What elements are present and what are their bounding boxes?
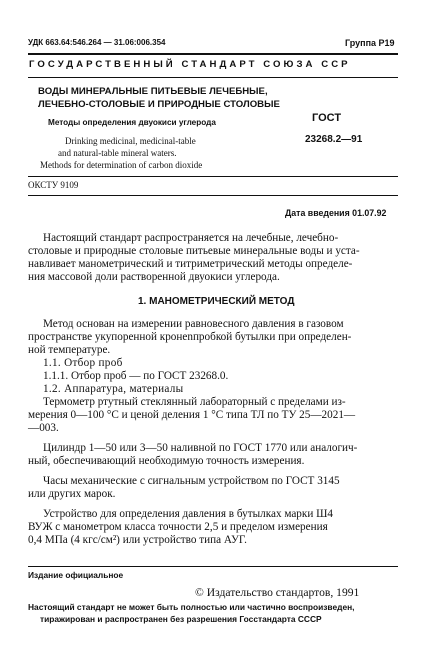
reproduction-notice-line-2: тиражирован и распространен без разрешения Госстандарта СССР xyxy=(40,614,322,624)
intro-line: ния массовой доли растворенной двуокиси углерода. xyxy=(28,271,280,283)
okstu-code: ОКСТУ 9109 xyxy=(28,180,79,190)
body-line: пространстве укупоренной кронenпробкой бутылки при определен- xyxy=(28,331,352,343)
body-line: ВУЖ с манометром класса точности 2,5 и пределом измерения xyxy=(28,521,328,533)
title-ru-line-1: ВОДЫ МИНЕРАЛЬНЫЕ ПИТЬЕВЫЕ ЛЕЧЕБНЫЕ, xyxy=(38,86,268,97)
intro-line: навливает манометрический и титриметрический методы определе- xyxy=(28,258,353,270)
body-line: 1.1. Отбор проб xyxy=(43,357,123,369)
body-line: 1.2. Аппаратура, материалы xyxy=(43,383,184,395)
body-line: Устройство для определения давления в бутылках марки Ш4 xyxy=(43,508,333,520)
title-rule xyxy=(28,176,398,177)
body-line: Метод основан на измерении равновесного давления в газовом xyxy=(43,318,344,330)
body-line: или других марок. xyxy=(28,488,116,500)
body-line: ный, обеспечивающий необходимую точность измерения. xyxy=(28,455,305,467)
body-line: Часы механические с сигнальным устройством по ГОСТ 3145 xyxy=(43,475,340,487)
title-en-line-1: Drinking medicinal, medicinal-table xyxy=(65,136,196,146)
gost-label: ГОСТ xyxy=(312,112,342,124)
gos-standard-heading: ГОСУДАРСТВЕННЫЙ СТАНДАРТ СОЮЗА ССР xyxy=(29,59,351,70)
udk-code: УДК 663.64:546.264 — 31.06:006.354 xyxy=(28,38,166,47)
section-1-title: 1. МАНОМЕТРИЧЕСКИЙ МЕТОД xyxy=(138,296,295,307)
group-code: Группа Р19 xyxy=(345,38,395,48)
intro-date: Дата введения 01.07.92 xyxy=(285,208,387,218)
gost-number: 23268.2—91 xyxy=(305,134,363,145)
header-rule-thin xyxy=(28,77,398,78)
title-ru-line-2: ЛЕЧЕБНО-СТОЛОВЫЕ И ПРИРОДНЫЕ СТОЛОВЫЕ xyxy=(38,99,280,110)
copyright: © Издательство стандартов, 1991 xyxy=(195,586,360,599)
footer-rule xyxy=(28,566,398,567)
intro-line: столовые и природные столовые питьевые минеральные воды и уста- xyxy=(28,245,360,257)
body-line: —003. xyxy=(28,422,59,434)
header-rule-thick xyxy=(28,53,398,55)
body-line: 0,4 МПа (4 кгс/см²) или устройство типа АУГ. xyxy=(28,534,247,546)
intro-line: Настоящий стандарт распространяется на лечебные, лечебно- xyxy=(43,232,339,244)
body-line: Цилиндр 1—50 или 3—50 наливной по ГОСТ 1770 или аналогич- xyxy=(43,442,358,454)
body-line: мерения 0—100 °С и ценой деления 1 °С типа ТЛ по ТУ 25—2021— xyxy=(28,409,356,421)
body-line: 1.1.1. Отбор проб — по ГОСТ 23268.0. xyxy=(43,370,229,382)
official-edition: Издание официальное xyxy=(28,570,124,580)
title-ru-subtitle: Методы определения двуокиси углерода xyxy=(48,118,216,127)
body-line: ной температуре. xyxy=(28,344,111,356)
okstu-rule xyxy=(28,195,398,196)
title-en-line-2: and natural-table mineral waters. xyxy=(58,148,177,158)
body-line: Термометр ртутный стеклянный лабораторный с пределами из- xyxy=(43,396,346,408)
title-en-line-3: Methods for determination of carbon dioxide xyxy=(40,160,203,170)
reproduction-notice-line-1: Настоящий стандарт не может быть полностью или частично воспроизведен, xyxy=(28,602,355,612)
